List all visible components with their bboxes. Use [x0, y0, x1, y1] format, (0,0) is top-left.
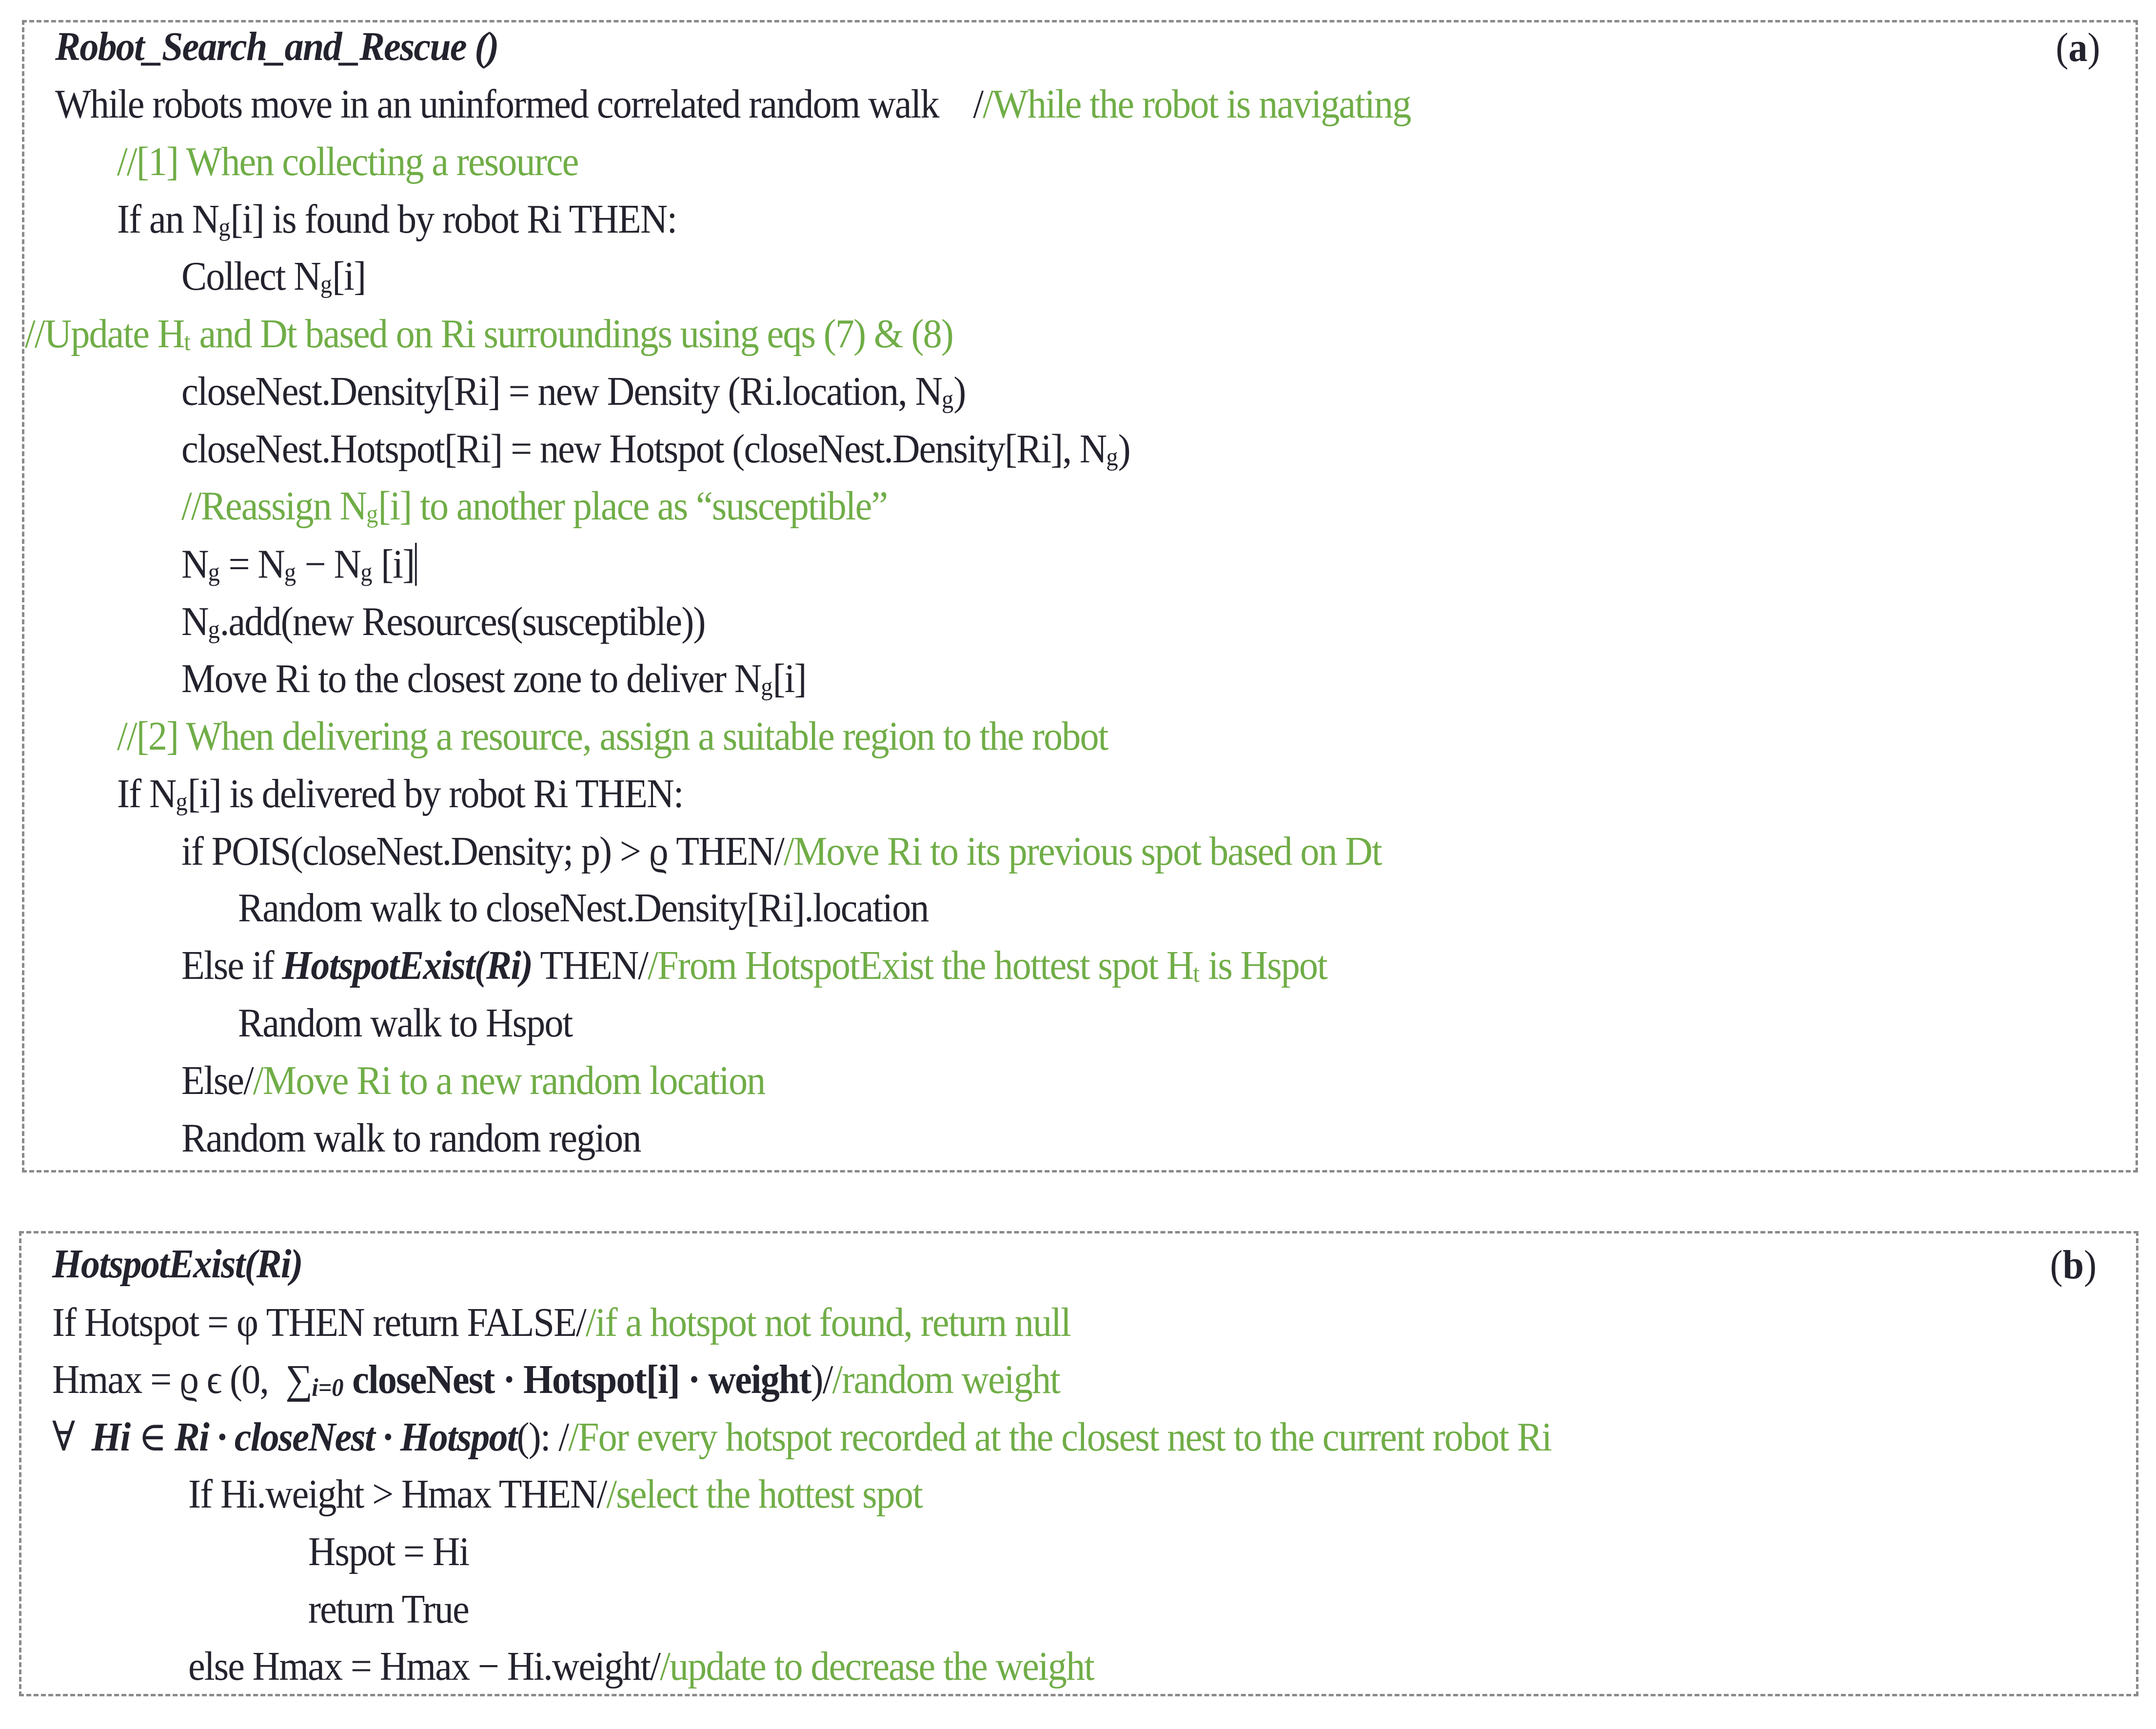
subscript: g [320, 271, 333, 299]
subscript: g [366, 500, 378, 529]
code-line-else [181, 1060, 765, 1101]
code-text: ) [1118, 426, 1130, 472]
code-text: = N [219, 541, 284, 587]
code-comment: /update to decrease the weight [660, 1644, 1094, 1689]
code-line-hspot-assign: Hspot = Hi [308, 1529, 469, 1574]
code-text: ∈ [130, 1414, 175, 1460]
code-text: [i] is delivered by robot Ri THEN: [187, 771, 683, 816]
subscript: g [218, 214, 231, 242]
subscript: t [1193, 960, 1200, 988]
code-text: Else/ [181, 1058, 253, 1103]
code-text: Hmax = ϱ ϵ (0, ∑ [52, 1357, 312, 1402]
code-text: [i] is found by robot Ri THEN: [230, 197, 677, 242]
code-text: If Hotspot = φ THEN return FALSE/ [52, 1300, 586, 1345]
code-comment: /From HotspotExist the hottest spot H [648, 943, 1193, 988]
code-line-else-if-hotspot [181, 945, 1327, 987]
subscript: i=0 [312, 1374, 344, 1402]
code-comment: is Hspot [1199, 943, 1327, 988]
code-text: If Hi.weight > Hmax THEN/ [188, 1471, 607, 1517]
code-text: Else if [181, 943, 282, 988]
code-line-walk-random: Random walk to random region [181, 1115, 641, 1161]
code-text: If an N [117, 197, 219, 242]
algorithm-a-title: Robot_Search_and_Rescue () [55, 24, 498, 69]
code-line-ng-add [181, 601, 705, 643]
code-line-return-true: return True [308, 1587, 469, 1632]
subscript: g [284, 558, 297, 587]
algorithm-b-title: HotspotExist(Ri) [52, 1241, 302, 1287]
panel-label-b-letter: b [2062, 1242, 2084, 1288]
code-text: else Hmax = Hmax − Hi.weight/ [188, 1644, 660, 1689]
code-line-collect [181, 256, 365, 298]
subscript: g [208, 558, 220, 587]
code-text: (): / [516, 1414, 569, 1460]
code-line-if-hotspot-empty [52, 1302, 1070, 1343]
subscript: t [184, 328, 191, 357]
code-text: − N [296, 541, 361, 587]
code-line-ng-subtract [181, 543, 417, 586]
algorithm-box-a [22, 20, 2138, 1173]
code-text: Move Ri to the closest zone to deliver N [181, 656, 761, 701]
code-line-while [55, 81, 1411, 127]
code-text: Collect N [181, 254, 320, 299]
code-text: N [181, 599, 208, 644]
panel-label-b: (b) [2050, 1242, 2097, 1288]
code-text: closeNest.Hotspot[Ri] = new Hotspot (closeNest.Density[Ri], N [181, 426, 1107, 472]
code-text: While robots move in an uninformed correlated random walk [55, 81, 939, 127]
code-line-walk-hspot: Random walk to Hspot [238, 1000, 573, 1046]
text-cursor [415, 543, 417, 586]
code-text: THEN/ [532, 943, 648, 988]
code-comment: /Move Ri to a new random location [253, 1058, 765, 1103]
code-line-walk-density: Random walk to closeNest.Density[Ri].location [238, 885, 929, 931]
code-text: N [181, 541, 208, 587]
subscript: g [176, 788, 188, 816]
comment-line-delivering: //[2] When delivering a resource, assign a suitable region to the robot [117, 714, 1108, 759]
panel-label-a-letter: a [2068, 25, 2088, 70]
subscript: g [208, 616, 220, 644]
code-text: closeNest · Hotspot[i] · weight [343, 1357, 811, 1402]
code-text: closeNest.Density[Ri] = new Density (Ri.location, N [181, 369, 942, 414]
code-text: [i] [372, 541, 415, 587]
code-text: Ri · closeNest · Hotspot [174, 1414, 517, 1460]
code-line-move-deliver [181, 658, 806, 700]
code-line-if-pois [181, 831, 1382, 872]
code-line-forall [52, 1414, 1551, 1460]
subscript: g [761, 673, 773, 701]
code-comment: /For every hotspot recorded at the closest nest to the current robot Ri [568, 1414, 1551, 1460]
comment-line-collecting: //[1] When collecting a resource [117, 139, 578, 184]
code-line-hotspot [181, 426, 1130, 472]
code-comment: /random weight [832, 1357, 1060, 1402]
code-text: if POIS(closeNest.Density; p) > ϱ THEN/ [181, 829, 784, 874]
code-line-hmax [52, 1359, 1060, 1401]
code-text: Hi [91, 1414, 130, 1460]
code-text: / [938, 81, 983, 127]
code-text: [i] [332, 254, 366, 299]
code-text: ) [953, 369, 966, 414]
code-line-if-found [117, 199, 676, 240]
code-text: .add(new Resources(susceptible)) [219, 599, 705, 644]
code-line-else-hmax [188, 1646, 1094, 1687]
code-comment: //Update H [25, 311, 184, 357]
subscript: g [1106, 443, 1118, 472]
code-comment: /if a hotspot not found, return null [585, 1300, 1070, 1345]
code-comment: /While the robot is navigating [983, 81, 1411, 127]
code-line-if-weight [188, 1471, 922, 1517]
function-call: HotspotExist(Ri) [282, 943, 533, 988]
code-comment: /select the hottest spot [606, 1471, 922, 1517]
code-text: )/ [811, 1357, 832, 1402]
code-comment: /Move Ri to its previous spot based on Dt [783, 829, 1382, 874]
code-text: If N [117, 771, 176, 816]
comment-line-update [25, 311, 953, 357]
subscript: g [942, 386, 954, 414]
forall-symbol: ∀ [52, 1414, 92, 1460]
code-line-if-delivered [117, 771, 683, 816]
code-comment: and Dt based on Ri surroundings using eqs (7) & (8) [190, 311, 953, 357]
comment-line-reassign [181, 483, 888, 529]
code-comment: //Reassign N [181, 483, 367, 529]
code-text: [i] [772, 656, 806, 701]
code-comment: [i] to another place as “susceptible” [378, 483, 888, 529]
panel-label-a: (a) [2056, 25, 2100, 70]
code-line-density [181, 371, 965, 413]
subscript: g [360, 558, 373, 587]
